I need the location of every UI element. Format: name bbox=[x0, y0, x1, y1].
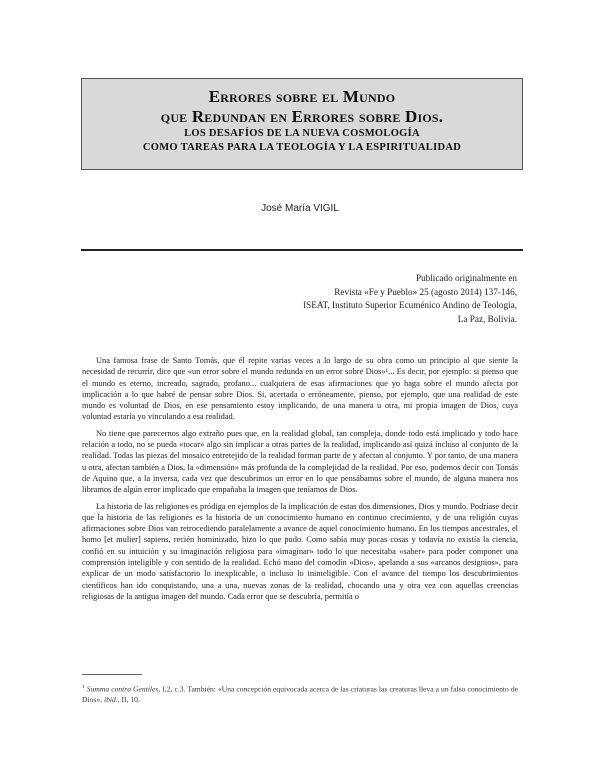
paragraph-3: La historia de las religiones es pródiga en ejemplos de la implicación de estas dos dimensiones, Dios y mundo. Podríase decir que la historia de las religiones es la historia de un conocimiento humano en continuo crecimiento, y de una religión cuyas afirmaciones sobre Dios van retrocediendo paralelamente a avance de aquel conocimiento humano. En los tiempos ancestrales, el homo [et mulier] sapiens, recién hominizado, hizo lo que pudo. Como sabía muy pocas cosas y todavía no existía la ciencia, confió en su intuición y su imaginación religiosa para «imaginar» todo lo que necesitaba «saber» para poder componer una comprensión inteligible y con sentido de la realidad. Echó mano del comodín «Dios», apelando a sus «arcanos designios», para explicar de un modo satisfactorio lo inexplicable, o incluso lo ininteligible. Con el avance del tiempo los descubrimientos científicos han ido conquistando, una a una, nuevas zonas de la realidad, chocando una y otra vez con aquellas creencias religiosas de la antigua imagen del mundo. Cada error que se descubría, permitía o bbox=[82, 501, 518, 601]
author-name: José María VIGIL bbox=[261, 203, 339, 214]
subtitle-line-2: COMO TAREAS PARA LA TEOLOGÍA Y LA ESPIRITUALIDAD bbox=[142, 142, 462, 153]
footnote-work-title: Summa contra Gentiles bbox=[86, 684, 159, 694]
subtitle-line-1: LOS DESAFÍOS DE LA NUEVA COSMOLOGÍA bbox=[184, 128, 420, 139]
footnote-number: 1 bbox=[82, 684, 85, 690]
paragraph-1: Una famosa frase de Santo Tomás, que él repite varias veces a lo largo de su obra como un principio al que siente la necesidad de recurrir, dice que «un error sobre el mundo redunda en un error sobre Dios»¹... Es decir, por ejemplo: si pienso que el mundo es eterno, increado, sagrado, profano... cualquiera de esas afirmaciones que yo haga sobre el mundo afecta por implicación a lo que habré de pensar sobre Dios. Si, acertada o erróneamente, pienso, por ejemplo, que una realidad de este mundo es voluntad de Dios, en ese pensamiento estoy implicando, de una manera u otra, mi propia imagen de Dios, cuya voluntad estaría yo vinculando a esa realidad. bbox=[82, 356, 518, 422]
footnote-end: , II, 10. bbox=[117, 695, 140, 705]
title-line-1: Errores sobre el Mundo bbox=[208, 87, 396, 106]
publication-line-1: Publicado originalmente en bbox=[415, 273, 517, 283]
publication-line-4: La Paz, Bolivia. bbox=[457, 313, 517, 324]
publication-line-2: Revista «Fe y Pueblo» 25 (agosto 2014) 137-146, bbox=[334, 286, 517, 297]
footnote-separator bbox=[82, 674, 142, 675]
publication-info bbox=[303, 272, 517, 326]
footnote-ibid: ibid. bbox=[103, 695, 118, 705]
horizontal-rule bbox=[81, 249, 523, 251]
footnote-reference: , I,2, c.3. También: «Una concepción equivocada acerca de las criaturas las creaturas lleva a un falso conocimiento de Dios», bbox=[82, 684, 518, 705]
publication-line-3: ISEAT, Instituto Superior Ecuménico Andino de Teología, bbox=[303, 300, 517, 310]
footnote bbox=[82, 682, 518, 706]
title-line-2: que Redundan en Errores sobre Dios. bbox=[160, 107, 444, 126]
paragraph-2: No tiene que parecernos algo extraño pues que, en la realidad global, tan compleja, donde todo está implicado y todo hace relación a todo, no se pueda «tocar» algo sin implicar a otras partes de la realidad, implicando así quizá incluso al conjunto de la realidad. Todas las piezas del mosaico entretejido de la realidad forman parte de y afectan al conjunto. Y por tanto, de una manera u otra, afectan también a Dios, la «dimensión» más profunda de la complejidad de la realidad. Por eso, podemos decir con Tomás de Aquino que, a la inversa, cada vez que descubrimos un error en lo que pensábamos sobre el mundo, de alguna manera nos libramos de algún error implicado que empañaba la imagen que teníamos de Dios. bbox=[82, 428, 518, 495]
title-box bbox=[81, 78, 523, 170]
body-text bbox=[82, 355, 518, 607]
